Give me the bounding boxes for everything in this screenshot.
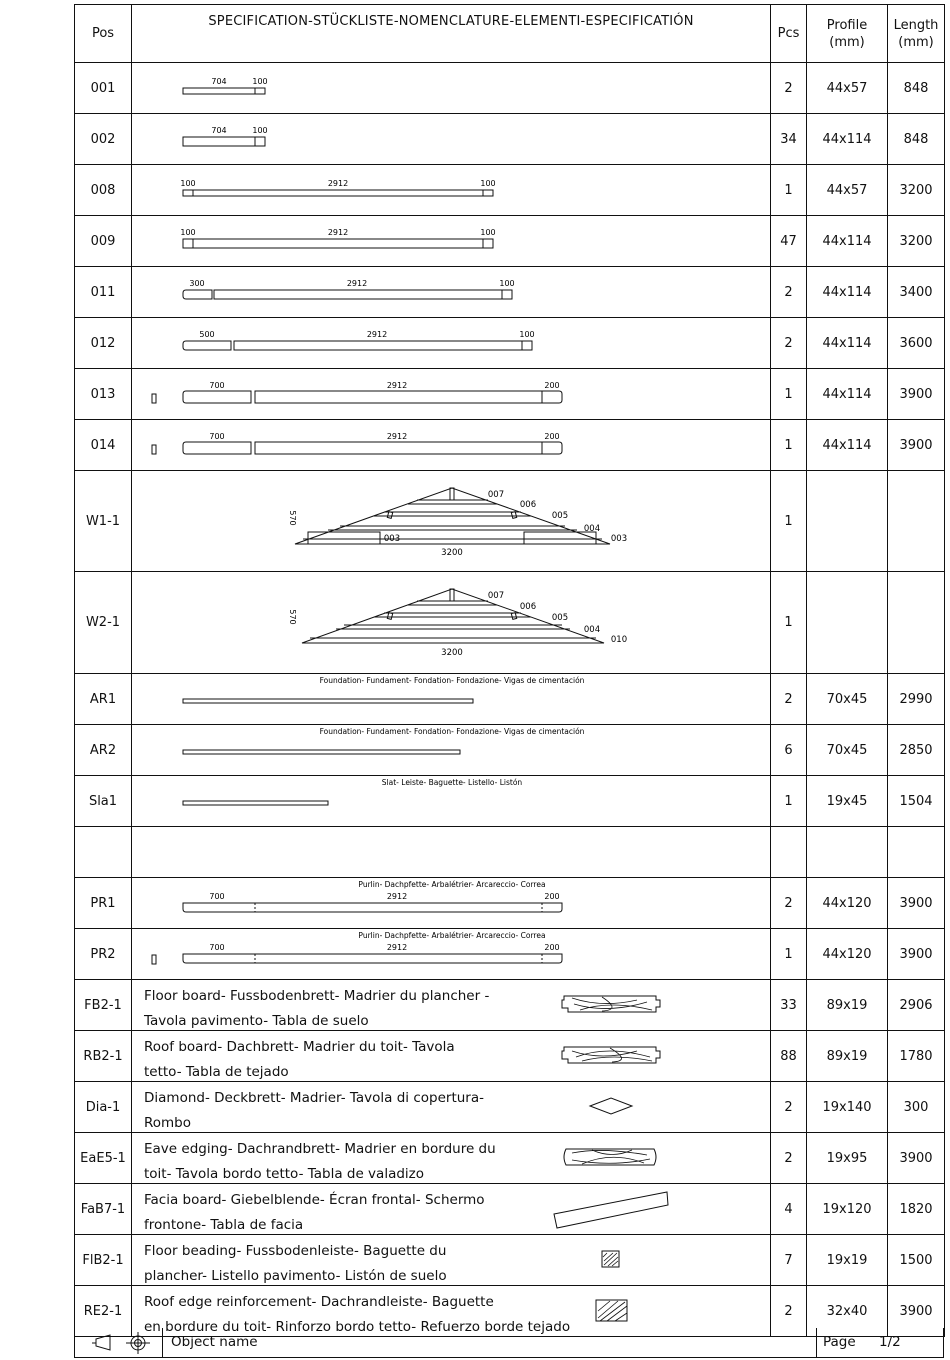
dim-label: 200 — [544, 942, 560, 952]
slat-drawing — [132, 777, 769, 826]
row-pcs: 1 — [771, 471, 807, 572]
row-pos: 001 — [75, 63, 132, 114]
dim-label: 2912 — [327, 227, 349, 237]
floor-beading-profile-icon — [132, 1235, 769, 1284]
row-profile: 19x140 — [807, 1082, 888, 1133]
part-description-cell — [132, 1184, 771, 1235]
part-drawing — [132, 63, 771, 114]
part-description: Diamond- Deckbrett- Madrier- Tavola di copertura- Rombo — [144, 1090, 484, 1131]
dim-label: 100 — [252, 125, 268, 135]
part-label: 006 — [519, 601, 537, 612]
row-profile — [807, 471, 888, 572]
dim-label: 700 — [209, 942, 225, 952]
table-row — [75, 674, 945, 725]
row-pos: PR1 — [75, 878, 132, 929]
part-label: 004 — [583, 624, 601, 635]
dim-label: 2912 — [327, 178, 349, 188]
row-profile: 19x19 — [807, 1235, 888, 1286]
part-drawing — [132, 878, 771, 929]
dim-label: 570 — [288, 608, 297, 625]
row-profile: 19x45 — [807, 776, 888, 827]
table-row — [75, 471, 945, 572]
part-drawing — [132, 114, 771, 165]
eave-edging-profile-icon — [132, 1133, 769, 1182]
dim-label: 200 — [544, 380, 560, 390]
header-title: SPECIFICATION-STÜCKLISTE-NOMENCLATURE-ELEMENTI-ESPECIFICATIÓN — [132, 5, 771, 63]
part-caption: Foundation- Fundament- Fondation- Fondazione- Vigas de cimentación — [319, 726, 585, 736]
row-pcs: 1 — [771, 572, 807, 674]
row-pos: 009 — [75, 216, 132, 267]
page-cell — [816, 1328, 944, 1358]
row-pcs: 2 — [771, 1133, 807, 1184]
row-length: 2850 — [888, 725, 945, 776]
dim-label: 100 — [180, 227, 196, 237]
object-name-label: Object name — [171, 1334, 258, 1350]
board-drawing — [132, 115, 769, 164]
row-pcs: 2 — [771, 63, 807, 114]
row-length: 3900 — [888, 369, 945, 420]
dim-label: 100 — [180, 178, 196, 188]
row-pcs: 2 — [771, 1082, 807, 1133]
dim-label: 2912 — [346, 278, 368, 288]
row-pcs: 1 — [771, 420, 807, 471]
header-profile: Profile (mm) — [807, 5, 888, 63]
dim-label: 2912 — [386, 891, 408, 901]
row-pos: RE2-1 — [75, 1286, 132, 1337]
row-pos: FaB7-1 — [75, 1184, 132, 1235]
part-label: 006 — [519, 499, 537, 510]
dim-label: 100 — [499, 278, 515, 288]
dim-label: 100 — [480, 227, 496, 237]
part-label: 004 — [583, 523, 601, 534]
purlin-drawing — [132, 879, 769, 928]
object-name-cell — [162, 1328, 816, 1358]
truss-w2-drawing — [132, 573, 769, 673]
row-pcs: 4 — [771, 1184, 807, 1235]
row-pcs: 2 — [771, 878, 807, 929]
table-row — [75, 114, 945, 165]
row-pos: 008 — [75, 165, 132, 216]
dim-label: 2912 — [386, 942, 408, 952]
row-length — [888, 827, 945, 878]
row-length: 1504 — [888, 776, 945, 827]
purlin-drawing — [132, 930, 769, 979]
table-row — [75, 216, 945, 267]
row-length: 300 — [888, 1082, 945, 1133]
part-drawing — [132, 165, 771, 216]
dim-label: 300 — [189, 278, 205, 288]
row-profile: 44x114 — [807, 114, 888, 165]
part-description: Roof edge reinforcement- Dachrandleiste- Baguette en bordure du toit- Rinforzo bordo tetto- Refuerzo borde tejado — [144, 1294, 571, 1335]
part-drawing — [132, 318, 771, 369]
row-pos: FB2-1 — [75, 980, 132, 1031]
header-pos: Pos — [75, 5, 132, 63]
part-drawing — [132, 216, 771, 267]
row-profile — [807, 827, 888, 878]
row-pcs: 33 — [771, 980, 807, 1031]
row-pcs: 1 — [771, 776, 807, 827]
row-pos: EaE5-1 — [75, 1133, 132, 1184]
row-pos: W2-1 — [75, 572, 132, 674]
floor-board-profile-icon — [132, 980, 769, 1029]
dim-label: 2912 — [386, 380, 408, 390]
dim-label: 100 — [519, 329, 535, 339]
row-pos: AR1 — [75, 674, 132, 725]
part-drawing — [132, 369, 771, 420]
row-length: 1500 — [888, 1235, 945, 1286]
beam-drawing — [132, 726, 769, 775]
row-length: 3900 — [888, 1133, 945, 1184]
row-pcs: 2 — [771, 674, 807, 725]
part-caption: Purlin- Dachpfette- Arbalétrier- Arcareccio- Correa — [358, 879, 546, 889]
row-pcs: 7 — [771, 1235, 807, 1286]
part-description: Floor board- Fussbodenbrett- Madrier du plancher - Tavola pavimento- Tabla de suelo — [144, 988, 490, 1029]
row-pos: AR2 — [75, 725, 132, 776]
dim-label: 200 — [544, 431, 560, 441]
part-label: 005 — [551, 612, 569, 623]
part-description-cell — [132, 1082, 771, 1133]
part-caption: Slat- Leiste- Baguette- Listello- Listón — [381, 777, 523, 787]
row-profile: 70x45 — [807, 725, 888, 776]
part-description-cell — [132, 1133, 771, 1184]
page-number: 1/2 — [879, 1334, 901, 1350]
row-pcs: 1 — [771, 165, 807, 216]
row-profile: 89x19 — [807, 1031, 888, 1082]
row-pos: 012 — [75, 318, 132, 369]
row-pos: Sla1 — [75, 776, 132, 827]
row-profile: 44x114 — [807, 267, 888, 318]
table-row — [75, 980, 945, 1031]
row-length: 1780 — [888, 1031, 945, 1082]
table-row — [75, 1235, 945, 1286]
row-length: 3900 — [888, 878, 945, 929]
row-pos — [75, 827, 132, 878]
row-pcs: 34 — [771, 114, 807, 165]
part-label: 007 — [487, 489, 505, 500]
row-profile: 44x120 — [807, 878, 888, 929]
dim-label: 3200 — [441, 547, 463, 558]
truss-w1-drawing — [132, 472, 769, 571]
row-length — [888, 471, 945, 572]
row-profile: 19x120 — [807, 1184, 888, 1235]
dim-label: 2912 — [366, 329, 388, 339]
row-length: 3900 — [888, 1286, 945, 1337]
diamond-icon — [132, 1082, 769, 1131]
row-pos: RB2-1 — [75, 1031, 132, 1082]
part-caption: Purlin- Dachpfette- Arbalétrier- Arcareccio- Correa — [358, 930, 546, 940]
row-length: 1820 — [888, 1184, 945, 1235]
row-length — [888, 572, 945, 674]
row-pcs: 6 — [771, 725, 807, 776]
board-drawing — [132, 64, 769, 113]
row-pos: 002 — [75, 114, 132, 165]
dim-label: 100 — [480, 178, 496, 188]
board-drawing — [132, 421, 769, 470]
truss-drawing — [132, 572, 771, 674]
dim-label: 704 — [211, 76, 227, 86]
table-row — [75, 1184, 945, 1235]
table-row — [75, 1133, 945, 1184]
table-row — [75, 1082, 945, 1133]
table-row — [75, 878, 945, 929]
row-pcs — [771, 827, 807, 878]
part-drawing — [132, 827, 771, 878]
dim-label: 700 — [209, 431, 225, 441]
board-drawing — [132, 166, 769, 215]
board-drawing — [132, 370, 769, 419]
row-length: 3600 — [888, 318, 945, 369]
part-description-cell — [132, 1031, 771, 1082]
table-row — [75, 776, 945, 827]
board-drawing — [132, 268, 769, 317]
row-profile: 32x40 — [807, 1286, 888, 1337]
projection-symbol-icon — [88, 1328, 158, 1358]
row-pos: FlB2-1 — [75, 1235, 132, 1286]
row-length: 3200 — [888, 216, 945, 267]
dim-label: 570 — [288, 509, 297, 526]
header-row — [75, 5, 945, 63]
row-pcs: 1 — [771, 929, 807, 980]
row-length: 3900 — [888, 929, 945, 980]
page-label: Page — [823, 1334, 856, 1350]
row-profile: 44x114 — [807, 369, 888, 420]
part-description-cell — [132, 1235, 771, 1286]
dim-label: 3200 — [441, 647, 463, 658]
table-row — [75, 165, 945, 216]
table-row — [75, 63, 945, 114]
part-label: 010 — [610, 634, 628, 645]
dim-label: 704 — [211, 125, 227, 135]
row-length: 848 — [888, 63, 945, 114]
part-label: 003 — [383, 533, 401, 544]
beam-drawing — [132, 675, 769, 724]
part-drawing — [132, 267, 771, 318]
part-label: 007 — [487, 590, 505, 601]
table-row — [75, 420, 945, 471]
part-drawing — [132, 420, 771, 471]
row-pcs: 1 — [771, 369, 807, 420]
part-drawing — [132, 674, 771, 725]
part-drawing — [132, 929, 771, 980]
row-pcs: 2 — [771, 1286, 807, 1337]
row-profile: 70x45 — [807, 674, 888, 725]
row-pcs: 2 — [771, 267, 807, 318]
dim-label: 500 — [199, 329, 215, 339]
specification-sheet — [74, 4, 944, 1337]
table-row — [75, 929, 945, 980]
table-row-empty — [75, 827, 945, 878]
roof-board-profile-icon — [132, 1031, 769, 1080]
row-pos: W1-1 — [75, 471, 132, 572]
part-description: Floor beading- Fussbodenleiste- Baguette du plancher- Listello pavimento- Listón de suelo — [144, 1243, 447, 1284]
row-profile: 44x120 — [807, 929, 888, 980]
part-description: Eave edging- Dachrandbrett- Madrier en bordure du toit- Tavola bordo tetto- Tabla de valadizo — [144, 1141, 496, 1182]
row-pos: PR2 — [75, 929, 132, 980]
row-length: 3200 — [888, 165, 945, 216]
row-length: 3400 — [888, 267, 945, 318]
part-label: 003 — [610, 533, 628, 544]
dim-label: 200 — [544, 891, 560, 901]
row-pos: 014 — [75, 420, 132, 471]
table-row — [75, 725, 945, 776]
table-row — [75, 318, 945, 369]
row-length: 2906 — [888, 980, 945, 1031]
row-profile: 89x19 — [807, 980, 888, 1031]
row-profile: 19x95 — [807, 1133, 888, 1184]
row-pos: 011 — [75, 267, 132, 318]
table-row — [75, 267, 945, 318]
dim-label: 100 — [252, 76, 268, 86]
row-profile: 44x114 — [807, 216, 888, 267]
part-description-cell — [132, 980, 771, 1031]
row-pcs: 47 — [771, 216, 807, 267]
part-description: Roof board- Dachbrett- Madrier du toit- Tavola tetto- Tabla de tejado — [144, 1039, 455, 1080]
board-drawing — [132, 217, 769, 266]
row-length: 2990 — [888, 674, 945, 725]
row-length: 3900 — [888, 420, 945, 471]
row-profile — [807, 572, 888, 674]
header-length: Length (mm) — [888, 5, 945, 63]
row-profile: 44x114 — [807, 420, 888, 471]
header-pcs: Pcs — [771, 5, 807, 63]
dim-label: 700 — [209, 891, 225, 901]
part-drawing — [132, 776, 771, 827]
row-pcs: 88 — [771, 1031, 807, 1082]
board-drawing — [132, 319, 769, 368]
dim-label: 700 — [209, 380, 225, 390]
row-pos: Dia-1 — [75, 1082, 132, 1133]
table-row — [75, 572, 945, 674]
specification-table — [74, 4, 945, 1337]
dim-label: 2912 — [386, 431, 408, 441]
part-description: Facia board- Giebelblende- Écran frontal- Schermo frontone- Tabla de facia — [144, 1192, 485, 1233]
row-length: 848 — [888, 114, 945, 165]
table-row — [75, 369, 945, 420]
facia-board-icon — [132, 1184, 769, 1233]
row-profile: 44x114 — [807, 318, 888, 369]
row-profile: 44x57 — [807, 165, 888, 216]
row-pcs: 2 — [771, 318, 807, 369]
row-pos: 013 — [75, 369, 132, 420]
part-drawing — [132, 725, 771, 776]
title-block-footer — [74, 1328, 944, 1358]
part-caption: Foundation- Fundament- Fondation- Fondazione- Vigas de cimentación — [319, 675, 585, 685]
table-row — [75, 1031, 945, 1082]
truss-drawing — [132, 471, 771, 572]
part-label: 005 — [551, 510, 569, 521]
row-profile: 44x57 — [807, 63, 888, 114]
